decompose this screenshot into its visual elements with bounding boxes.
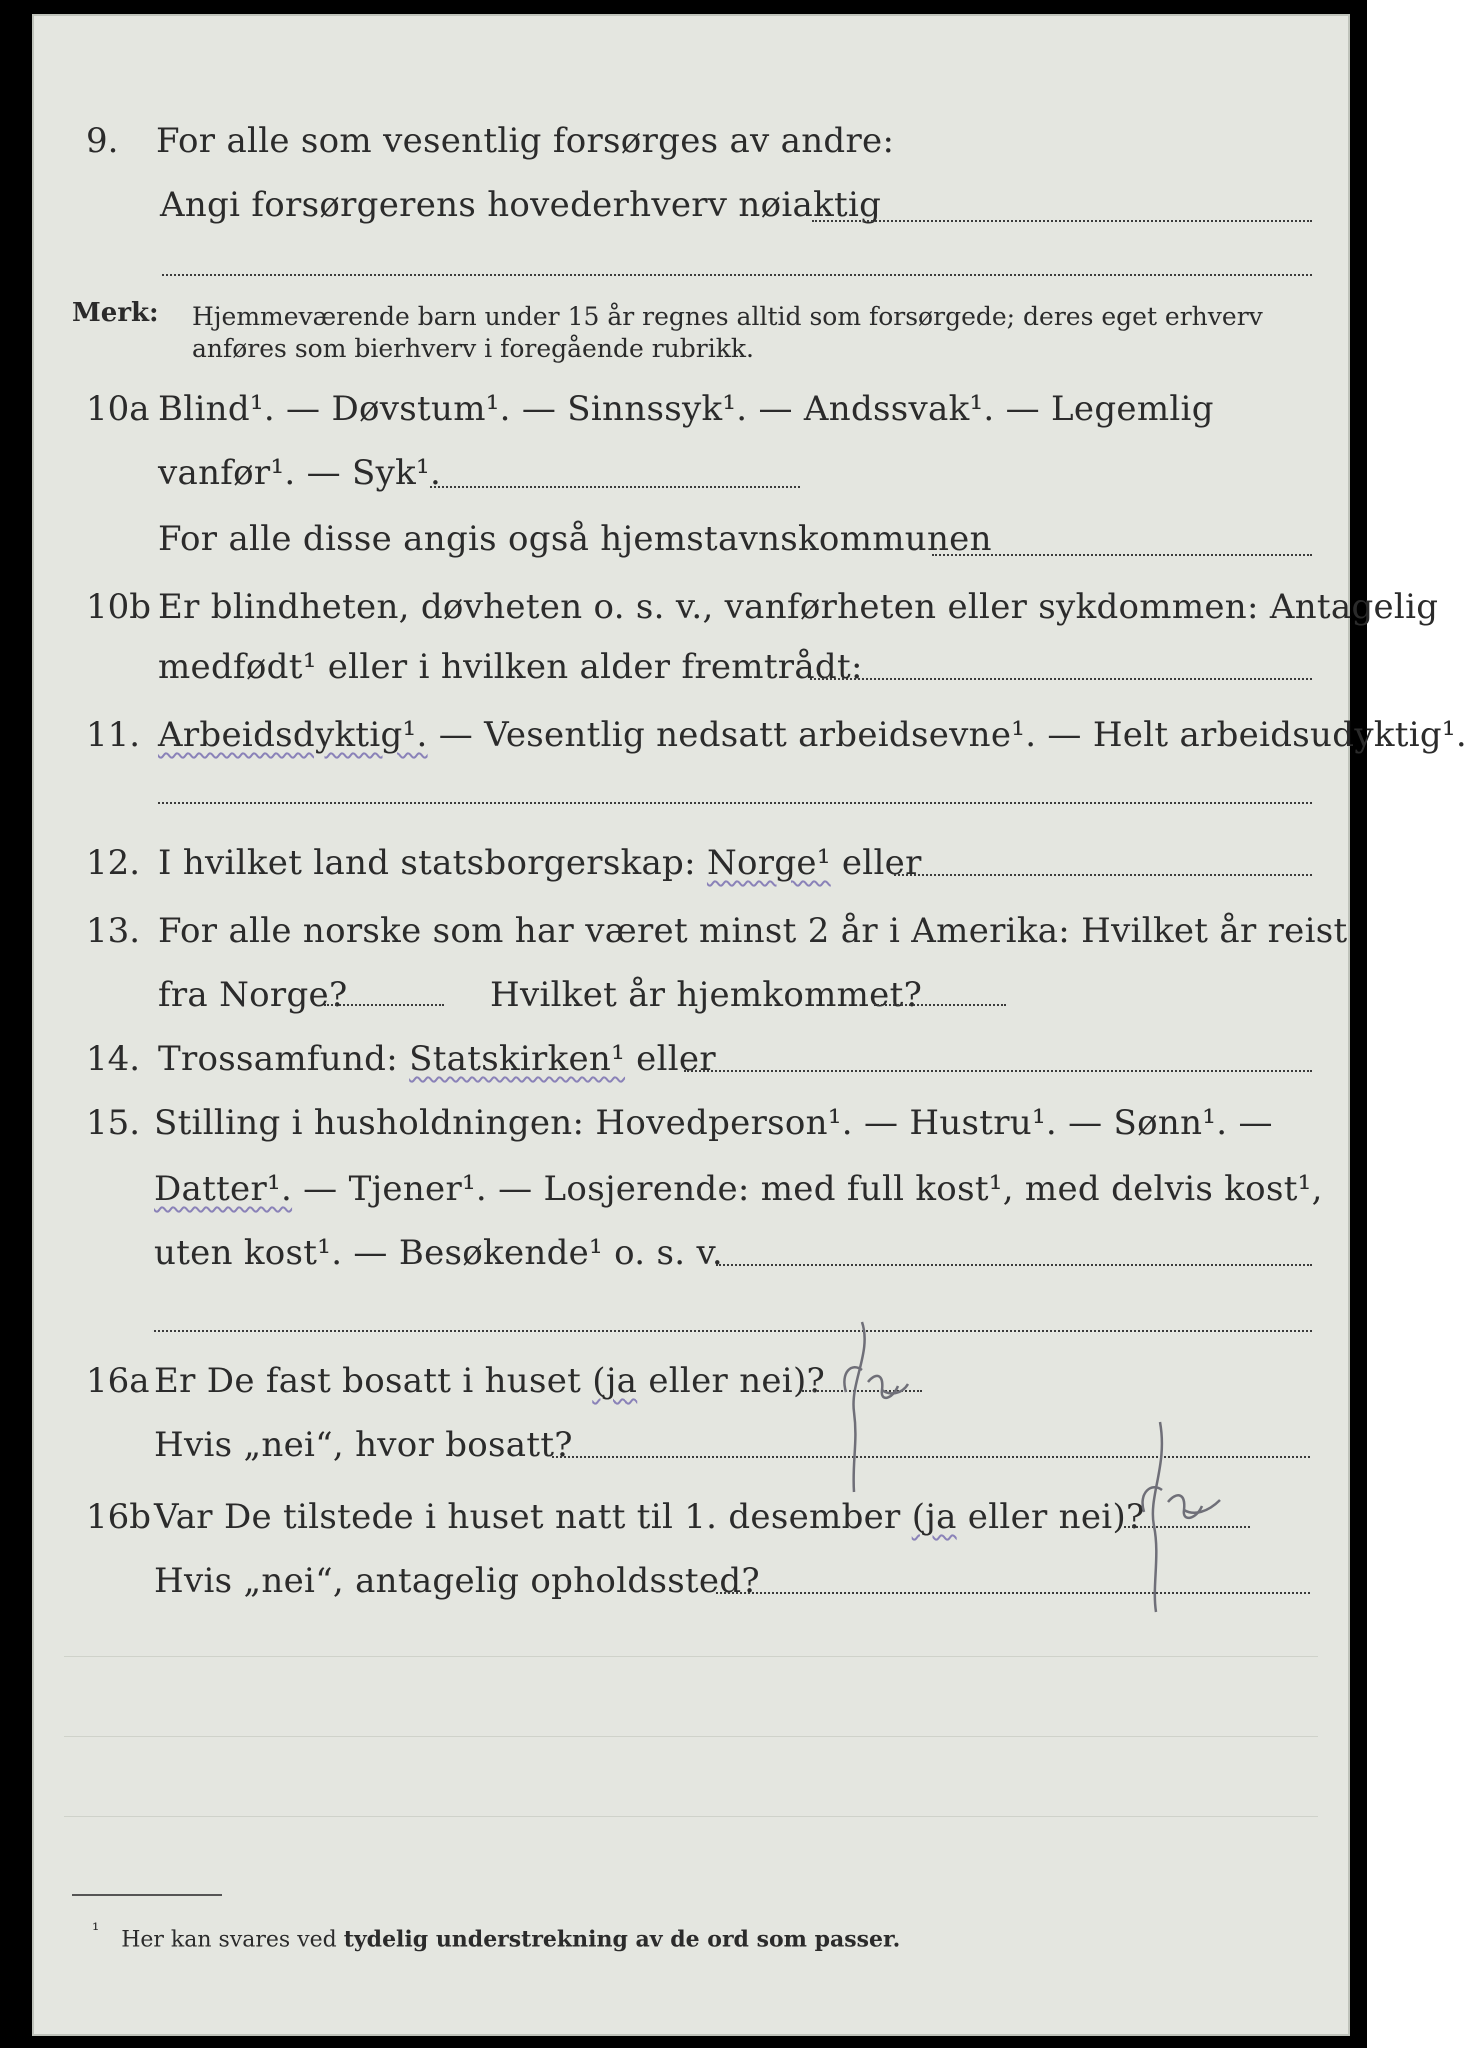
question-16b-text bbox=[154, 1497, 1145, 1537]
q12-answer-line bbox=[894, 874, 1312, 876]
q15-answer-line-2 bbox=[154, 1330, 1312, 1332]
question-14-number: 14. bbox=[86, 1039, 141, 1079]
footnote-mark: ¹ bbox=[92, 1920, 100, 1941]
q11-other-options: — Vesentlig nedsatt arbeidsevne¹. — Helt arbeidsudyktig¹. bbox=[427, 715, 1467, 755]
q14-selected-option: Statskirken¹ bbox=[409, 1039, 626, 1079]
question-10a-line3: For alle disse angis også hjemstavnskommunen bbox=[158, 519, 992, 559]
census-form-page bbox=[32, 14, 1467, 2036]
note-line1: Hjemmeværende barn under 15 år regnes alltid som forsørgede; deres eget erhverv bbox=[192, 302, 1263, 331]
show-through-line bbox=[64, 1736, 1318, 1737]
q16b-selected-option: (ja bbox=[911, 1497, 957, 1537]
q16a-selected-option: (ja bbox=[592, 1361, 638, 1401]
question-10a-number: 10a bbox=[86, 389, 150, 429]
question-13-line1: For alle norske som har været minst 2 år i Amerika: Hvilket år reist bbox=[158, 911, 1348, 951]
question-11-text bbox=[158, 715, 1467, 755]
q12-selected-option: Norge¹ bbox=[706, 843, 831, 883]
question-16b-number: 16b bbox=[86, 1497, 152, 1537]
q10a-answer-line-1 bbox=[430, 486, 800, 488]
question-15-line1: Stilling i husholdningen: Hovedperson¹. — Hustru¹. — Sønn¹. — bbox=[154, 1103, 1273, 1143]
q9-answer-line-1 bbox=[812, 220, 1312, 222]
question-10b-number: 10b bbox=[86, 587, 152, 627]
q11-answer-line bbox=[158, 802, 1312, 804]
question-9-line1: For alle som vesentlig forsørges av andre: bbox=[156, 121, 895, 161]
q9-answer-line-2 bbox=[162, 274, 1312, 276]
question-11-number: 11. bbox=[86, 715, 141, 755]
question-15-line3: uten kost¹. — Besøkende¹ o. s. v. bbox=[154, 1233, 724, 1273]
question-16a-text bbox=[154, 1361, 826, 1401]
q14-answer-line bbox=[684, 1070, 1312, 1072]
question-9-line2: Angi forsørgerens hovederhverv nøiaktig bbox=[160, 185, 882, 225]
q15-selected-option: Datter¹. bbox=[154, 1169, 293, 1209]
q16a-alternative: eller nei)? bbox=[637, 1361, 826, 1401]
question-10a-line1: Blind¹. — Døvstum¹. — Sinnssyk¹. — Andssvak¹. — Legemlig bbox=[158, 389, 1214, 429]
q10a-answer-line-2 bbox=[932, 554, 1312, 556]
q15-other-options: — Tjener¹. — Losjerende: med full kost¹, med delvis kost¹, bbox=[292, 1169, 1323, 1209]
footnote-bold-text: tydelig understrekning av de ord som passer. bbox=[343, 1926, 901, 1953]
question-10b-line2: medfødt¹ eller i hvilken alder fremtrådt: bbox=[158, 647, 863, 687]
question-12-number: 12. bbox=[86, 843, 141, 883]
show-through-line bbox=[64, 1656, 1318, 1657]
q14-alternative: eller bbox=[625, 1039, 716, 1079]
question-15-number: 15. bbox=[86, 1103, 141, 1143]
note-line2: anføres som bierhverv i foregående rubrikk. bbox=[192, 334, 754, 363]
question-13-number: 13. bbox=[86, 911, 141, 951]
question-10b-line1: Er blindheten, døvheten o. s. v., vanførheten eller sykdommen: Antagelig bbox=[158, 587, 1439, 627]
q16b-alternative: eller nei)? bbox=[956, 1497, 1145, 1537]
question-9-number: 9. bbox=[86, 121, 119, 161]
question-15-line2 bbox=[154, 1169, 1323, 1209]
q16b-prompt: Var De tilstede i huset natt til 1. desember bbox=[154, 1497, 912, 1537]
footnote bbox=[92, 1920, 901, 1953]
question-14-text bbox=[158, 1039, 716, 1079]
q11-selected-option: Arbeidsdyktig¹. bbox=[158, 715, 428, 755]
footnote-rule bbox=[72, 1894, 222, 1896]
q12-alternative: eller bbox=[830, 843, 922, 883]
q14-prompt: Trossamfund: bbox=[158, 1039, 410, 1079]
show-through-line bbox=[64, 1816, 1318, 1817]
question-16a-number: 16a bbox=[86, 1361, 150, 1401]
question-12-text bbox=[158, 843, 922, 883]
handwritten-answer-16b bbox=[1128, 1416, 1238, 1616]
handwritten-answer-16a bbox=[832, 1312, 922, 1502]
q12-prompt: I hvilket land statsborgerskap: bbox=[158, 843, 707, 883]
question-13-line2a: fra Norge? bbox=[158, 975, 348, 1015]
question-16a-line2: Hvis „nei“, hvor bosatt? bbox=[154, 1425, 573, 1465]
q10b-answer-line bbox=[810, 678, 1312, 680]
q13-answer-line-2 bbox=[874, 1004, 1006, 1006]
q13-answer-line-1 bbox=[324, 1004, 444, 1006]
q15-answer-line-1 bbox=[716, 1264, 1312, 1266]
footnote-text: Her kan svares ved bbox=[121, 1927, 344, 1953]
question-16b-line2: Hvis „nei“, antagelig opholdssted? bbox=[154, 1561, 760, 1601]
question-10a-line2: vanfør¹. — Syk¹. bbox=[158, 453, 442, 493]
question-13-line2b: Hvilket år hjemkommet? bbox=[490, 975, 923, 1015]
note-label: Merk: bbox=[72, 298, 159, 328]
q16a-prompt: Er De fast bosatt i huset bbox=[154, 1361, 593, 1401]
